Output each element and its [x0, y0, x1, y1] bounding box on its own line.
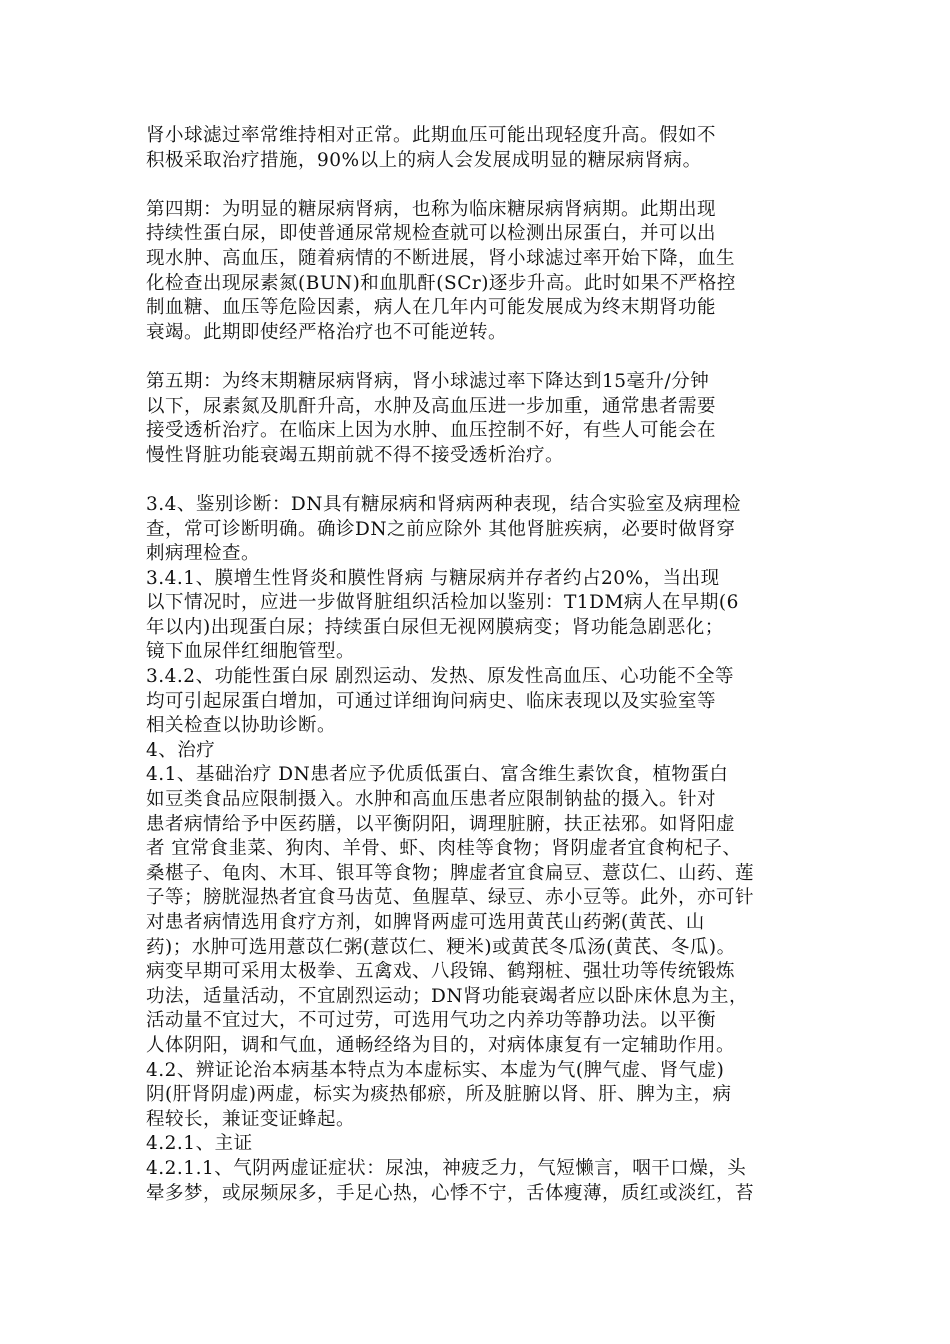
text-line: 制血糖、血压等危险因素，病人在几年内可能发展成为终末期肾功能 [146, 297, 717, 319]
text-line: 接受透析治疗。在临床上因为水肿、血压控制不好，有些人可能会在 [146, 420, 717, 442]
text-line: 桑椹子、龟肉、木耳、银耳等食物；脾虚者宜食扁豆、薏苡仁、山药、莲 [146, 862, 755, 884]
text-line: 如豆类食品应限制摄入。水肿和高血压患者应限制钠盐的摄入。针对 [146, 789, 717, 811]
text-line: 病变早期可采用太极拳、五禽戏、八段锦、鹤翔桩、强壮功等传统锻炼 [146, 961, 736, 983]
document-page [146, 124, 816, 1206]
text-line: 肾小球滤过率常维持相对正常。此期血压可能出现轻度升高。假如不 [146, 125, 717, 146]
text-line: 相关检查以协助诊断。 [146, 715, 337, 737]
text-line: 镜下血尿伴红细胞管型。 [146, 641, 356, 663]
text-line: 程较长，兼证变证蜂起。 [146, 1108, 356, 1130]
text-line: 年以内)出现蛋白尿；持续蛋白尿但无视网膜病变；肾功能急剧恶化； [146, 616, 724, 638]
text-line: 晕多梦，或尿频尿多，手足心热，心悸不宁，舌体瘦薄，质红或淡红，苔 [146, 1182, 755, 1204]
text-line: 第五期：为终末期糖尿病肾病，肾小球滤过率下降达到15毫升/分钟 [146, 370, 710, 392]
text-line: 慢性肾脏功能衰竭五期前就不得不接受透析治疗。 [146, 444, 565, 466]
text-line: 对患者病情选用食疗方剂，如脾肾两虚可选用黄芪山药粥(黄芪、山 [146, 912, 705, 933]
text-line: 查，常可诊断明确。确诊DN之前应除外 其他肾脏疾病，必要时做肾穿 [146, 518, 736, 540]
text-line: 3.4、鉴别诊断：DN具有糖尿病和肾病两种表现，结合实验室及病理检 [146, 493, 741, 515]
section-heading: 4、治疗 [146, 739, 216, 761]
text-line: 持续性蛋白尿，即使普通尿常规检查就可以检测出尿蛋白，并可以出 [146, 223, 717, 245]
paragraph-gap [146, 468, 816, 493]
text-line: 活动量不宜过大，不可过劳，可选用气功之内养功等静功法。以平衡 [146, 1010, 717, 1032]
text-line: 化检查出现尿素氮(BUN)和血肌酐(SCr)逐步升高。此时如果不严格控 [146, 272, 736, 294]
text-line: 4.2.1.1、气阴两虚证症状：尿浊，神疲乏力，气短懒言，咽干口燥，头 [146, 1157, 747, 1179]
text-line: 积极采取治疗措施，90%以上的病人会发展成明显的糖尿病肾病。 [146, 149, 702, 171]
paragraph-stage4 [146, 198, 816, 346]
section-heading: 4.2.1、主证 [146, 1133, 253, 1155]
text-line: 4.2、辨证论治本病基本特点为本虚标实、本虚为气(脾气虚、肾气虚) [146, 1059, 725, 1081]
paragraph-stage3-end [146, 124, 816, 173]
text-line: 刺病理检查。 [146, 543, 261, 565]
text-line: 药)；水肿可选用薏苡仁粥(薏苡仁、粳米)或黄芪冬瓜汤(黄芪、冬瓜)。 [146, 936, 736, 958]
text-line: 衰竭。此期即使经严格治疗也不可能逆转。 [146, 321, 508, 343]
text-line: 3.4.2、功能性蛋白尿 剧烈运动、发热、原发性高血压、心功能不全等 [146, 666, 734, 688]
text-line: 患者病情给予中医药膳，以平衡阴阳，调理脏腑，扶正祛邪。如肾阳虚 [146, 813, 736, 835]
paragraph-stage5 [146, 370, 816, 468]
text-line: 者 宜常食韭菜、狗肉、羊骨、虾、肉桂等食物；肾阴虚者宜食枸杞子、 [146, 838, 742, 860]
text-line: 以下，尿素氮及肌酐升高，水肿及高血压进一步加重，通常患者需要 [146, 395, 717, 417]
text-line: 4.1、基础治疗 DN患者应予优质低蛋白、富含维生素饮食，植物蛋白 [146, 764, 729, 786]
text-line: 现水肿、高血压，随着病情的不断进展，肾小球滤过率开始下降，血生 [146, 247, 736, 269]
text-line: 均可引起尿蛋白增加，可通过详细询问病史、临床表现以及实验室等 [146, 690, 717, 712]
text-line: 阴(肝肾阴虚)两虚，标实为痰热郁瘀，所及脏腑以肾、肝、脾为主，病 [146, 1084, 732, 1106]
text-line: 第四期：为明显的糖尿病肾病，也称为临床糖尿病肾病期。此期出现 [146, 198, 717, 220]
text-line: 以下情况时，应进一步做肾脏组织活检加以鉴别：T1DM病人在早期(6 [146, 592, 739, 614]
text-line: 3.4.1、膜增生性肾炎和膜性肾病 与糖尿病并存者约占20%，当出现 [146, 567, 720, 589]
paragraph-diagnosis-treatment [146, 493, 816, 1206]
paragraph-gap [146, 345, 816, 370]
text-line: 子等；膀胱湿热者宜食马齿苋、鱼腥草、绿豆、赤小豆等。此外，亦可针 [146, 887, 755, 909]
text-line: 功法，适量活动，不宜剧烈运动；DN肾功能衰竭者应以卧床休息为主， [146, 985, 749, 1007]
text-line: 人体阴阳，调和气血，通畅经络为目的，对病体康复有一定辅助作用。 [146, 1034, 736, 1056]
paragraph-gap [146, 173, 816, 198]
